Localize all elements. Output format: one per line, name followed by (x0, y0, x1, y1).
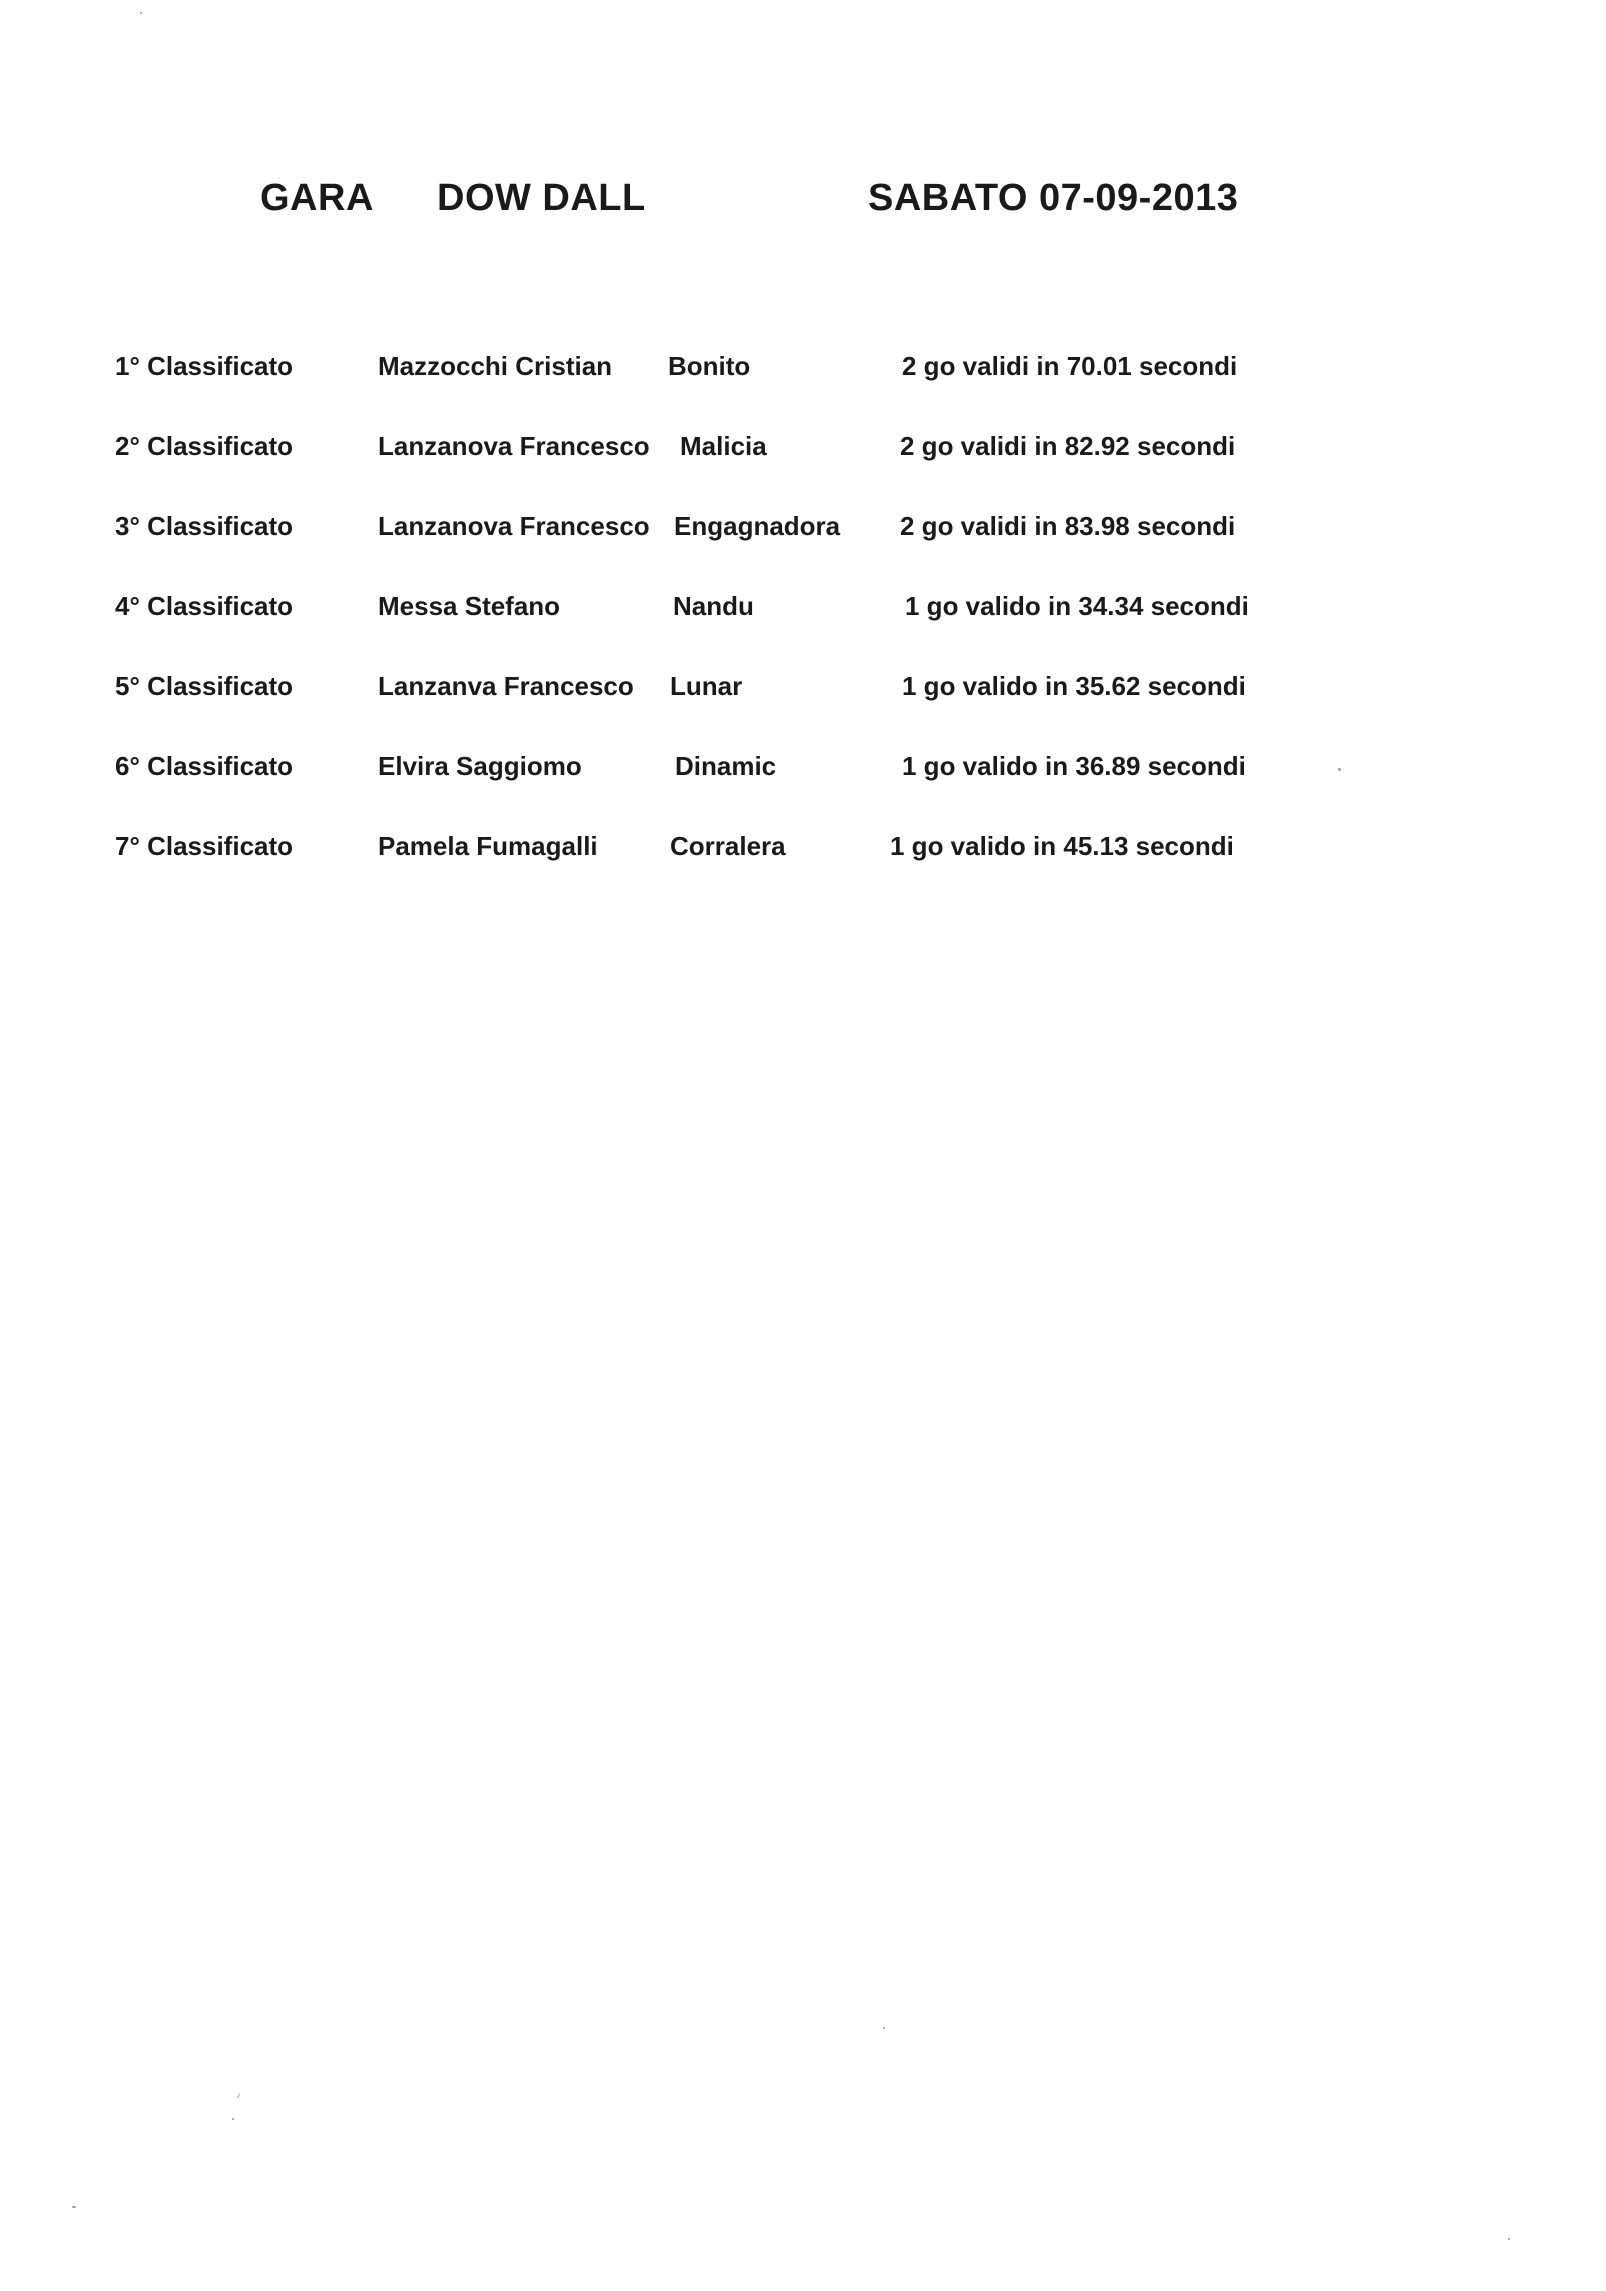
results-list (0, 340, 1606, 900)
result-rider: Elvira Saggiomo (378, 751, 582, 781)
scan-speck (1508, 2238, 1510, 2240)
result-row (0, 420, 1606, 500)
scan-speck (140, 12, 142, 14)
result-horse: Dinamic (675, 751, 777, 781)
result-rider: Lanzanova Francesco (378, 511, 650, 541)
result-row (0, 660, 1606, 740)
result-score: 1 go valido in 45.13 secondi (890, 831, 1234, 861)
result-position: 3° Classificato (115, 511, 294, 541)
result-position: 7° Classificato (115, 831, 294, 861)
result-rider: Messa Stefano (378, 591, 561, 621)
result-row (0, 820, 1606, 900)
result-score: 2 go validi in 82.92 secondi (900, 431, 1236, 461)
result-position: 1° Classificato (115, 351, 294, 381)
title-gara: GARA (260, 177, 374, 219)
result-row (0, 340, 1606, 420)
result-horse: Bonito (668, 351, 751, 381)
result-position: 6° Classificato (115, 751, 294, 781)
scan-speck (72, 2206, 76, 2208)
result-rider: Lanzanova Francesco (378, 431, 650, 461)
scan-speck (1338, 768, 1341, 771)
result-row (0, 740, 1606, 820)
result-rider: Lanzanva Francesco (378, 671, 634, 701)
scan-speck (237, 2093, 240, 2099)
result-score: 2 go validi in 83.98 secondi (900, 511, 1236, 541)
title-event-name: DOW DALL (437, 177, 646, 219)
scan-speck (232, 2118, 234, 2120)
result-score: 2 go validi in 70.01 secondi (902, 351, 1238, 381)
result-horse: Corralera (670, 831, 786, 861)
result-score: 1 go valido in 35.62 secondi (902, 671, 1246, 701)
result-position: 2° Classificato (115, 431, 294, 461)
scan-speck (883, 2027, 885, 2029)
result-score: 1 go valido in 34.34 secondi (905, 591, 1249, 621)
result-horse: Engagnadora (674, 511, 841, 541)
result-position: 5° Classificato (115, 671, 294, 701)
result-position: 4° Classificato (115, 591, 294, 621)
result-rider: Pamela Fumagalli (378, 831, 598, 861)
result-rider: Mazzocchi Cristian (378, 351, 613, 381)
result-horse: Malicia (680, 431, 767, 461)
result-horse: Lunar (670, 671, 743, 701)
result-row (0, 580, 1606, 660)
result-horse: Nandu (673, 591, 754, 621)
result-score: 1 go valido in 36.89 secondi (902, 751, 1246, 781)
result-row (0, 500, 1606, 580)
title-date: SABATO 07-09-2013 (868, 177, 1239, 219)
